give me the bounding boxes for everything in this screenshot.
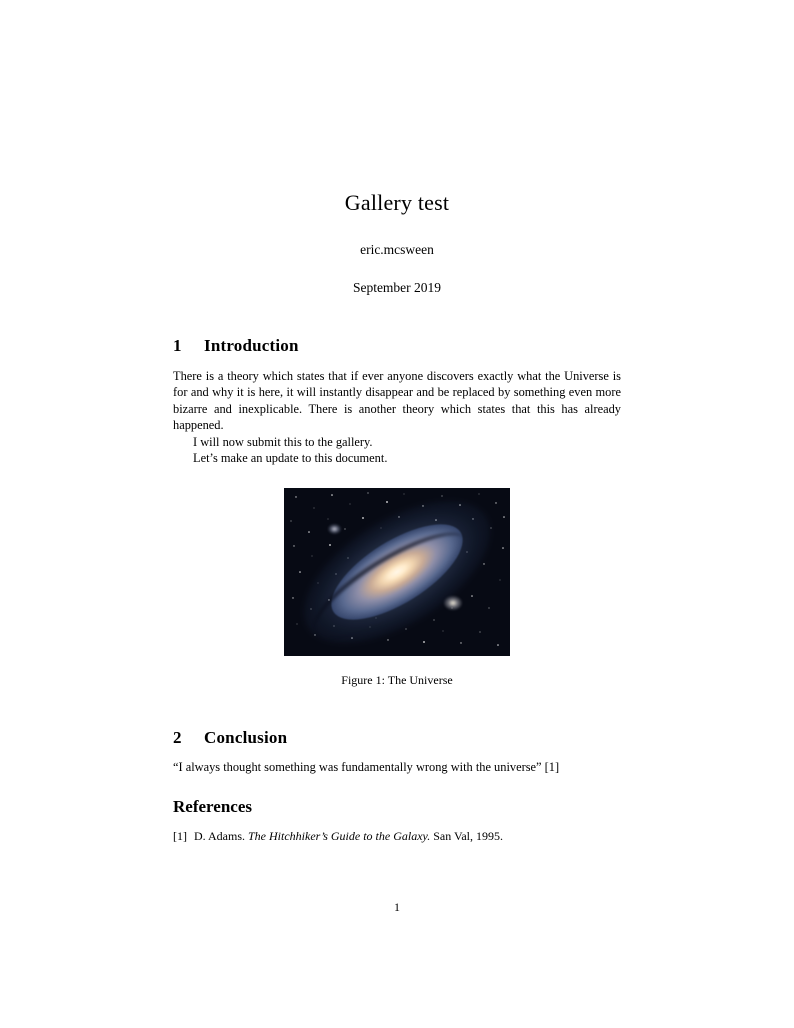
document-author: eric.mcsween (360, 242, 434, 257)
figure-1 (173, 488, 621, 688)
reference-publisher: San Val, 1995. (433, 829, 503, 844)
paragraph-intro-2: I will now submit this to the gallery. (193, 434, 373, 449)
reference-author: D. Adams. (194, 829, 245, 844)
section-number: 2 (173, 728, 182, 748)
document-title: Gallery test (344, 190, 450, 215)
reference-label: [1] (173, 829, 187, 844)
spacer (173, 688, 621, 728)
document-date: September 2019 (352, 280, 442, 295)
section-heading-conclusion (173, 728, 621, 748)
spacer (173, 775, 621, 797)
reference-item (173, 829, 621, 845)
figure-caption (173, 673, 621, 688)
figure-caption-label: Figure 1: (341, 673, 385, 688)
figure-caption-text: The Universe (387, 673, 453, 688)
reference-text (194, 829, 621, 845)
page-number: 1 (394, 900, 400, 914)
references-heading: References (173, 797, 252, 817)
galaxy-image (284, 488, 510, 656)
paragraph-intro-1: There is a theory which states that if ever anyone discovers exactly what the Universe is for and why it is here, it will instantly disappear and be replaced by something even more bizarre and inexplicable. There is another theory which states that this has already happened. (173, 369, 621, 433)
section-title: Introduction (204, 336, 299, 355)
document-body (173, 190, 621, 845)
reference-title: The Hitchhiker’s Guide to the Galaxy. (248, 829, 431, 844)
section-title: Conclusion (204, 728, 288, 748)
section-number: 1 (173, 336, 182, 355)
section-heading-introduction (173, 336, 621, 356)
paragraph-intro-3: Let’s make an update to this document. (193, 450, 388, 465)
paragraph-conclusion-1: “I always thought something was fundamentally wrong with the universe” [1] (173, 760, 560, 775)
